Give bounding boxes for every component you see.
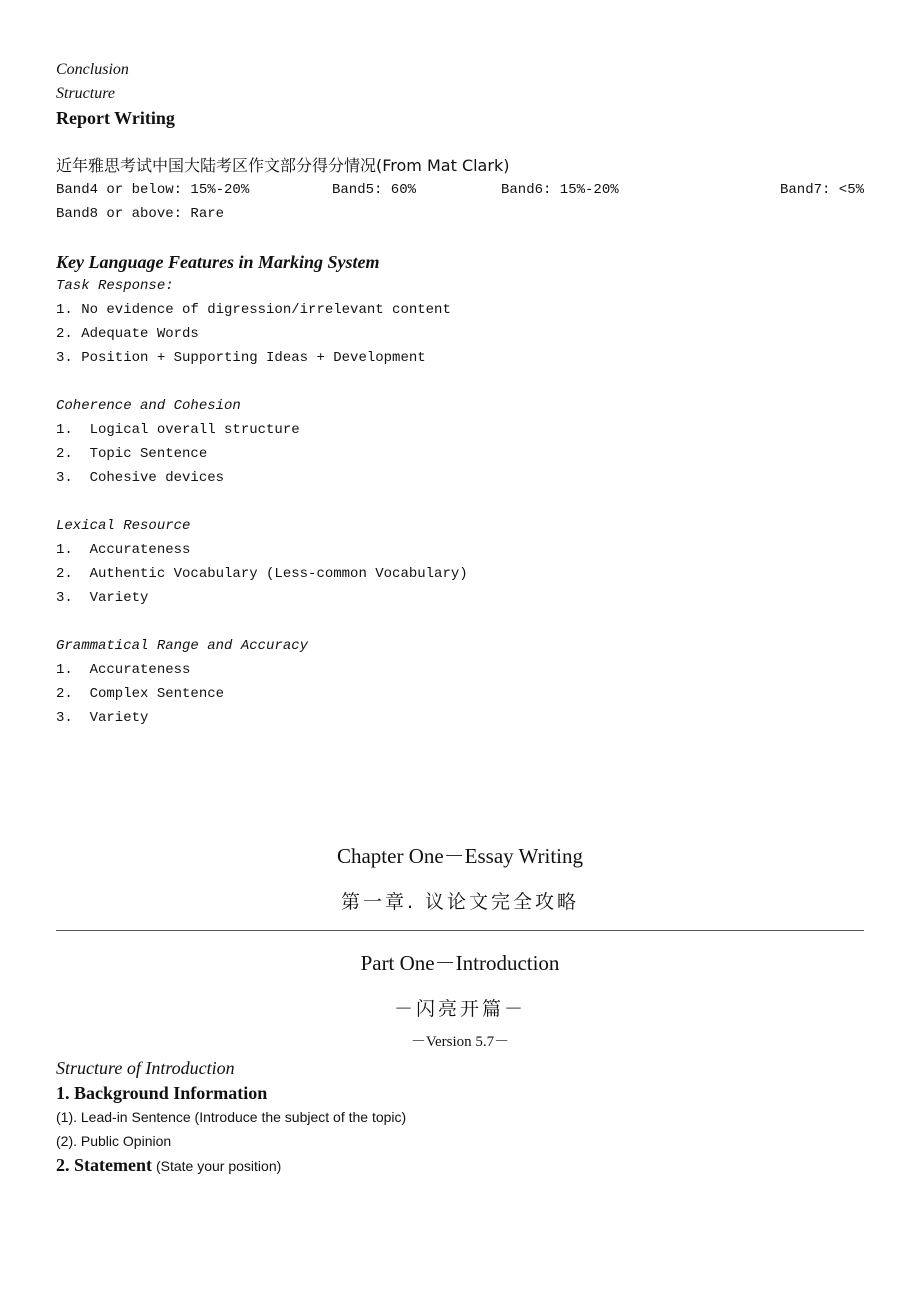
section-title: Grammatical Range and Accuracy [56,638,309,654]
lead-in-sentence-item: (1). Lead-in Sentence (Introduce the subject of the topic) [56,1109,407,1125]
band4-text: Band4 or below: 15%-20% [56,182,250,198]
band8-text: Band8 or above: Rare [56,206,225,222]
version-label: －Version 5.7－ [410,1034,510,1050]
list-item: 1. No evidence of digression/irrelevant content [56,302,451,318]
section-title: Lexical Resource [56,518,191,534]
section-title: Task Response: [56,278,174,294]
part-subtitle: －闪亮开篇－ [393,998,526,1020]
list-item: 1. Accurateness [56,542,191,558]
list-item: 2. Topic Sentence [56,446,208,462]
statement-line [56,1153,864,1177]
band5-text: Band5: 60% [332,182,417,198]
list-item: 2. Adequate Words [56,326,199,342]
band7-text: Band7: <5% [779,182,864,198]
structure-label: Structure [56,85,115,102]
key-features-title: Key Language Features in Marking System [56,252,380,272]
part-title: Part One－Introduction [360,951,560,975]
background-info-heading: 1. Background Information [56,1083,268,1103]
list-item: 3. Cohesive devices [56,470,225,486]
chapter-subtitle: 第一章. 议论文完全攻略 [340,891,580,913]
report-writing-heading: Report Writing [56,108,175,128]
band6-text: Band6: 15%-20% [501,182,619,198]
document-page [56,58,864,1177]
statement-heading: 2. Statement [56,1155,152,1175]
statement-note: (State your position) [155,1158,282,1174]
list-item: 1. Logical overall structure [56,422,300,438]
section-title: Coherence and Cohesion [56,398,241,414]
band-row-1 [56,178,864,202]
list-item: 3. Position + Supporting Ideas + Development [56,350,426,366]
chapter-title: Chapter One－Essay Writing [336,844,584,868]
public-opinion-item: (2). Public Opinion [56,1133,172,1149]
conclusion-label: Conclusion [56,61,129,78]
list-item: 2. Complex Sentence [56,686,225,702]
list-item: 3. Variety [56,590,149,606]
list-item: 2. Authentic Vocabulary (Less-common Vocabulary) [56,566,468,582]
list-item: 3. Variety [56,710,149,726]
list-item: 1. Accurateness [56,662,191,678]
scores-heading: 近年雅思考试中国大陆考区作文部分得分情况(From Mat Clark) [56,156,510,175]
intro-structure-title: Structure of Introduction [56,1058,235,1078]
